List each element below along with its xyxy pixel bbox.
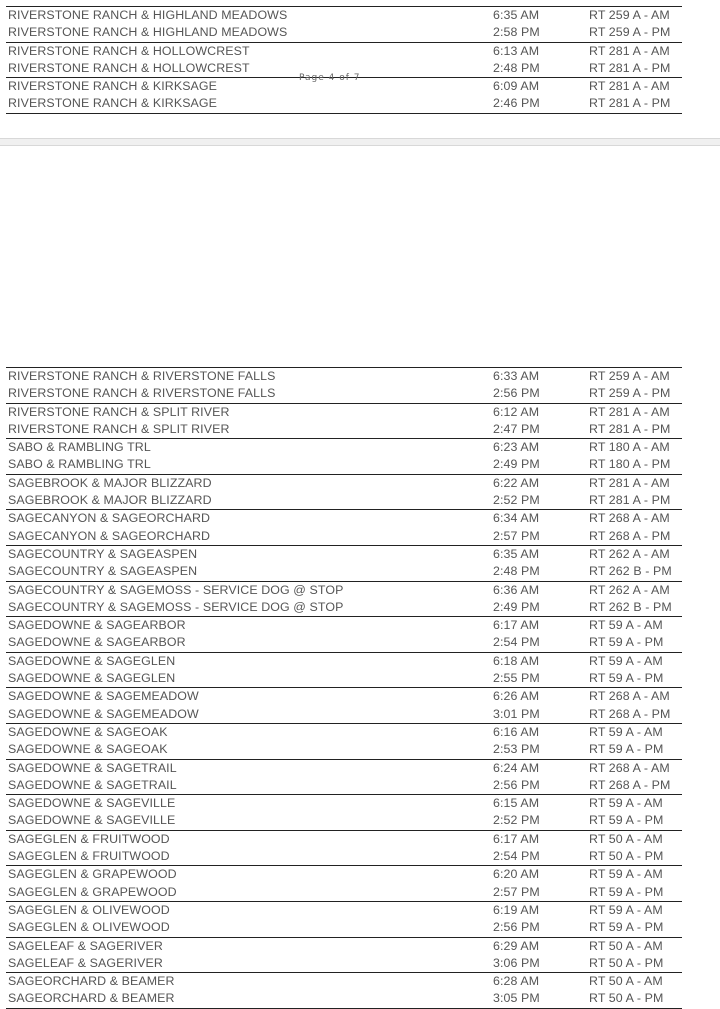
pickup-time: 6:20 AM (493, 867, 540, 882)
pickup-time: 2:54 PM (493, 849, 540, 864)
table-row (6, 492, 682, 509)
pickup-time: 6:23 AM (493, 440, 540, 455)
stop-name: SAGECOUNTRY & SAGEASPEN (8, 564, 198, 579)
pickup-time: 2:48 PM (493, 564, 540, 579)
stop-name: SAGEDOWNE & SAGEMEADOW (8, 689, 199, 704)
route-code: RT 59 A - PM (589, 635, 664, 650)
stop-name: SAGEBROOK & MAJOR BLIZZARD (8, 493, 212, 508)
route-code: RT 259 A - AM (589, 369, 670, 383)
route-code: RT 262 B - PM (589, 599, 672, 614)
pickup-time: 6:22 AM (493, 475, 540, 490)
route-code: RT 281 A - PM (589, 96, 671, 111)
stop-name: RIVERSTONE RANCH & SPLIT RIVER (8, 404, 230, 419)
pickup-time: 2:46 PM (493, 96, 540, 111)
pickup-time: 2:54 PM (493, 635, 540, 650)
stop-name: RIVERSTONE RANCH & HIGHLAND MEADOWS (8, 25, 288, 40)
route-code: RT 50 A - AM (589, 938, 663, 953)
stop-name: SAGEGLEN & OLIVEWOOD (8, 902, 170, 917)
pickup-time: 6:26 AM (493, 689, 540, 704)
table-row (6, 759, 682, 777)
table-row (6, 706, 682, 723)
pickup-time: 6:19 AM (493, 902, 540, 917)
table-row (6, 652, 682, 670)
stop-name: SAGEGLEN & FRUITWOOD (8, 849, 170, 864)
table-row (6, 741, 682, 758)
page-number-label: Page 4 of 7 (299, 73, 361, 83)
pickup-time: 2:55 PM (493, 671, 540, 686)
route-code: RT 59 A - PM (589, 884, 664, 899)
stop-name: SAGELEAF & SAGERIVER (8, 938, 163, 953)
stop-name: RIVERSTONE RANCH & SPLIT RIVER (8, 421, 230, 436)
table-row (6, 616, 682, 634)
route-code: RT 262 A - AM (589, 582, 670, 597)
stop-name: SAGEDOWNE & SAGETRAIL (8, 760, 177, 775)
pickup-time: 6:29 AM (493, 938, 540, 953)
table-row (6, 794, 682, 812)
stop-name: SAGECOUNTRY & SAGEMOSS - SERVICE DOG @ STOP (8, 599, 344, 614)
stop-name: SAGEGLEN & GRAPEWOOD (8, 884, 177, 899)
table-row (6, 972, 682, 990)
stop-name: SABO & RAMBLING TRL (8, 440, 151, 455)
stop-name: RIVERSTONE RANCH & HOLLOWCREST (8, 60, 250, 75)
document-page-bottom (0, 146, 720, 1006)
pickup-time: 2:56 PM (493, 920, 540, 935)
pickup-time: 6:28 AM (493, 974, 540, 989)
pickup-time: 2:53 PM (493, 742, 540, 757)
pickup-time: 2:52 PM (493, 493, 540, 508)
table-row (6, 687, 682, 705)
pickup-time: 3:06 PM (493, 955, 540, 970)
table-row (6, 456, 682, 473)
stop-name: SAGEDOWNE & SAGEGLEN (8, 671, 176, 686)
pickup-time: 6:36 AM (493, 582, 540, 597)
table-row (6, 438, 682, 456)
table-row (6, 42, 682, 60)
pickup-time: 6:16 AM (493, 724, 540, 739)
route-code: RT 281 A - PM (589, 60, 671, 75)
route-code: RT 59 A - AM (589, 867, 663, 882)
pickup-time: 2:57 PM (493, 884, 540, 899)
stop-name: RIVERSTONE RANCH & RIVERSTONE FALLS (8, 386, 276, 401)
pickup-time: 6:09 AM (493, 79, 540, 94)
pickup-time: 6:12 AM (493, 404, 540, 419)
pickup-time: 6:24 AM (493, 760, 540, 775)
pickup-time: 2:58 PM (493, 25, 540, 40)
table-row (6, 955, 682, 972)
route-code: RT 50 A - AM (589, 974, 663, 989)
pickup-time: 2:49 PM (493, 457, 540, 472)
route-code: RT 59 A - AM (589, 653, 663, 668)
stop-name: SAGECANYON & SAGEORCHARD (8, 528, 211, 543)
pickup-time: 2:56 PM (493, 386, 540, 401)
stop-name: SAGEGLEN & OLIVEWOOD (8, 920, 170, 935)
schedule-table-top (6, 6, 682, 114)
stop-name: SAGEDOWNE & SAGEGLEN (8, 653, 176, 668)
table-row (6, 367, 682, 385)
pickup-time: 2:49 PM (493, 599, 540, 614)
route-code: RT 59 A - PM (589, 813, 664, 828)
route-code: RT 50 A - PM (589, 955, 664, 970)
schedule-table-bottom (6, 367, 682, 1009)
stop-name: SAGECANYON & SAGEORCHARD (8, 511, 211, 526)
table-row (6, 474, 682, 492)
route-code: RT 59 A - PM (589, 671, 664, 686)
table-row (6, 937, 682, 955)
route-code: RT 268 A - PM (589, 528, 671, 543)
stop-name: SAGECOUNTRY & SAGEMOSS - SERVICE DOG @ STOP (8, 582, 344, 597)
stop-name: SAGEBROOK & MAJOR BLIZZARD (8, 475, 212, 490)
table-row (6, 670, 682, 687)
stop-name: SAGEGLEN & FRUITWOOD (8, 831, 170, 846)
stop-name: SAGEDOWNE & SAGEARBOR (8, 635, 186, 650)
route-code: RT 50 A - PM (589, 849, 664, 864)
stop-name: SAGEDOWNE & SAGEARBOR (8, 618, 186, 633)
route-code: RT 259 A - PM (589, 386, 671, 401)
table-row (6, 884, 682, 901)
route-code: RT 259 A - PM (589, 25, 671, 40)
route-code: RT 262 B - PM (589, 564, 672, 579)
pickup-time: 3:01 PM (493, 706, 540, 721)
route-code: RT 59 A - AM (589, 618, 663, 633)
table-row (6, 865, 682, 883)
table-row (6, 901, 682, 919)
document-page-top (0, 0, 720, 140)
table-row (6, 581, 682, 599)
stop-name: SAGEDOWNE & SAGETRAIL (8, 777, 177, 792)
pickup-time: 2:47 PM (493, 421, 540, 436)
route-code: RT 59 A - PM (589, 742, 664, 757)
table-row (6, 990, 682, 1008)
pickup-time: 6:17 AM (493, 831, 540, 846)
stop-name: RIVERSTONE RANCH & HIGHLAND MEADOWS (8, 8, 288, 22)
table-row (6, 812, 682, 829)
stop-name: RIVERSTONE RANCH & HOLLOWCREST (8, 43, 250, 58)
route-code: RT 281 A - AM (589, 475, 670, 490)
stop-name: SAGEDOWNE & SAGEOAK (8, 724, 168, 739)
pickup-time: 2:56 PM (493, 777, 540, 792)
table-row (6, 777, 682, 794)
stop-name: SAGEDOWNE & SAGEOAK (8, 742, 168, 757)
route-code: RT 50 A - PM (589, 991, 664, 1006)
table-row (6, 723, 682, 741)
stop-name: RIVERSTONE RANCH & KIRKSAGE (8, 79, 218, 94)
route-code: RT 59 A - AM (589, 796, 663, 811)
pickup-time: 3:05 PM (493, 991, 540, 1006)
stop-name: SAGELEAF & SAGERIVER (8, 955, 163, 970)
route-code: RT 180 A - PM (589, 457, 671, 472)
route-code: RT 59 A - AM (589, 902, 663, 917)
route-code: RT 262 A - AM (589, 546, 670, 561)
table-row (6, 421, 682, 438)
route-code: RT 268 A - AM (589, 760, 670, 775)
route-code: RT 59 A - PM (589, 920, 664, 935)
route-code: RT 281 A - AM (589, 404, 670, 419)
table-row (6, 509, 682, 527)
table-row (6, 848, 682, 865)
stop-name: SABO & RAMBLING TRL (8, 457, 151, 472)
route-code: RT 281 A - PM (589, 493, 671, 508)
route-code: RT 268 A - AM (589, 689, 670, 704)
pickup-time: 2:57 PM (493, 528, 540, 543)
table-row (6, 24, 682, 41)
table-row (6, 6, 682, 24)
route-code: RT 281 A - PM (589, 421, 671, 436)
route-code: RT 268 A - PM (589, 777, 671, 792)
pickup-time: 6:35 AM (493, 8, 540, 22)
pickup-time: 6:35 AM (493, 546, 540, 561)
table-row (6, 919, 682, 936)
page-separator (0, 138, 720, 146)
pickup-time: 6:34 AM (493, 511, 540, 526)
stop-name: SAGEORCHARD & BEAMER (8, 991, 175, 1006)
stop-name: SAGEORCHARD & BEAMER (8, 974, 175, 989)
stop-name: SAGEDOWNE & SAGEMEADOW (8, 706, 199, 721)
route-code: RT 281 A - AM (589, 79, 670, 94)
route-code: RT 59 A - AM (589, 724, 663, 739)
table-row (6, 830, 682, 848)
route-code: RT 281 A - AM (589, 43, 670, 58)
pickup-time: 2:52 PM (493, 813, 540, 828)
table-row (6, 599, 682, 616)
stop-name: RIVERSTONE RANCH & KIRKSAGE (8, 96, 218, 111)
table-row (6, 403, 682, 421)
pickup-time: 6:15 AM (493, 796, 540, 811)
pickup-time: 6:17 AM (493, 618, 540, 633)
route-code: RT 50 A - AM (589, 831, 663, 846)
stop-name: SAGEDOWNE & SAGEVILLE (8, 813, 176, 828)
route-code: RT 268 A - AM (589, 511, 670, 526)
stop-name: SAGEGLEN & GRAPEWOOD (8, 867, 177, 882)
route-code: RT 180 A - AM (589, 440, 670, 455)
table-row (6, 634, 682, 651)
table-row (6, 563, 682, 580)
pickup-time: 2:48 PM (493, 60, 540, 75)
pickup-time: 6:13 AM (493, 43, 540, 58)
stop-name: RIVERSTONE RANCH & RIVERSTONE FALLS (8, 369, 276, 383)
table-row (6, 545, 682, 563)
stop-name: SAGECOUNTRY & SAGEASPEN (8, 546, 198, 561)
pickup-time: 6:18 AM (493, 653, 540, 668)
pickup-time: 6:33 AM (493, 369, 540, 383)
table-row (6, 528, 682, 545)
route-code: RT 268 A - PM (589, 706, 671, 721)
table-row (6, 385, 682, 402)
stop-name: SAGEDOWNE & SAGEVILLE (8, 796, 176, 811)
route-code: RT 259 A - AM (589, 8, 670, 22)
table-row (6, 95, 682, 113)
